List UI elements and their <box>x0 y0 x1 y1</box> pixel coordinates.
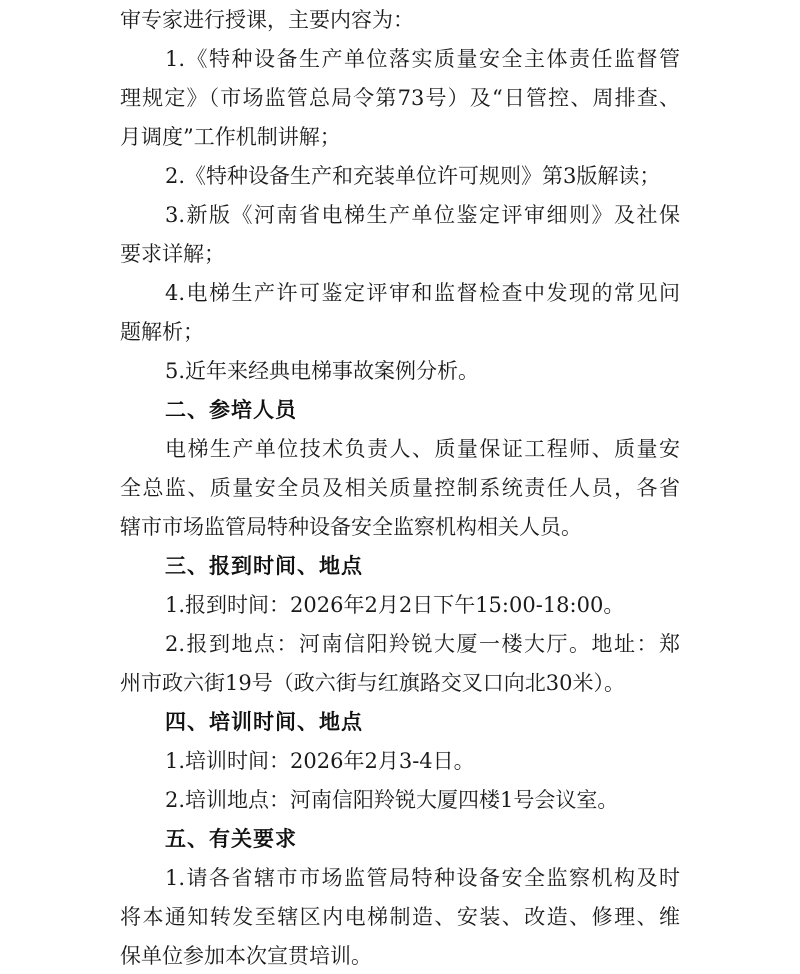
content-item-1: 1.《特种设备生产单位落实质量安全主体责任监督管 <box>165 47 680 71</box>
content-item-3-end: 要求详解； <box>120 242 225 266</box>
requirement-1-end: 保单位参加本次宣贯培训。 <box>120 944 372 968</box>
registration-place: 2.报到地点：河南信阳羚锐大厦一楼大厅。地址：郑 <box>165 632 680 656</box>
content-item-4: 4.电梯生产许可鉴定评审和监督检查中发现的常见问 <box>165 281 680 305</box>
requirement-1-cont: 将本通知转发至辖区内电梯制造、安装、改造、修理、维 <box>120 905 680 929</box>
training-place: 2.培训地点：河南信阳羚锐大厦四楼1号会议室。 <box>165 788 619 812</box>
requirement-1: 1.请各省辖市市场监管局特种设备安全监察机构及时 <box>165 866 680 890</box>
training-time: 1.培训时间：2026年2月3-4日。 <box>165 749 475 773</box>
section-heading-participants: 二、参培人员 <box>165 398 297 422</box>
intro-line: 审专家进行授课，主要内容为： <box>120 8 414 32</box>
participants-text-end: 辖市市场监管局特种设备安全监察机构相关人员。 <box>120 515 582 539</box>
content-item-1-cont: 理规定》（市场监管总局令第73号）及“日管控、周排查、 <box>120 86 680 110</box>
section-heading-registration: 三、报到时间、地点 <box>165 554 363 578</box>
content-item-3: 3.新版《河南省电梯生产单位鉴定评审细则》及社保 <box>165 203 680 227</box>
section-heading-requirements: 五、有关要求 <box>165 827 297 851</box>
section-heading-training: 四、培训时间、地点 <box>165 710 363 734</box>
content-item-1-end: 月调度”工作机制讲解； <box>120 125 341 149</box>
participants-text-cont: 全总监、质量安全员及相关质量控制系统责任人员，各省 <box>120 476 680 500</box>
participants-text: 电梯生产单位技术负责人、质量保证工程师、质量安 <box>165 437 680 461</box>
registration-address: 州市政六街19号（政六街与红旗路交叉口向北30米）。 <box>120 671 625 695</box>
content-item-5: 5.近年来经典电梯事故案例分析。 <box>165 359 480 383</box>
content-item-4-end: 题解析； <box>120 320 204 344</box>
content-item-2: 2.《特种设备生产和充装单位许可规则》第3版解读； <box>165 164 661 188</box>
registration-time: 1.报到时间：2026年2月2日下午15:00-18:00。 <box>165 593 625 617</box>
